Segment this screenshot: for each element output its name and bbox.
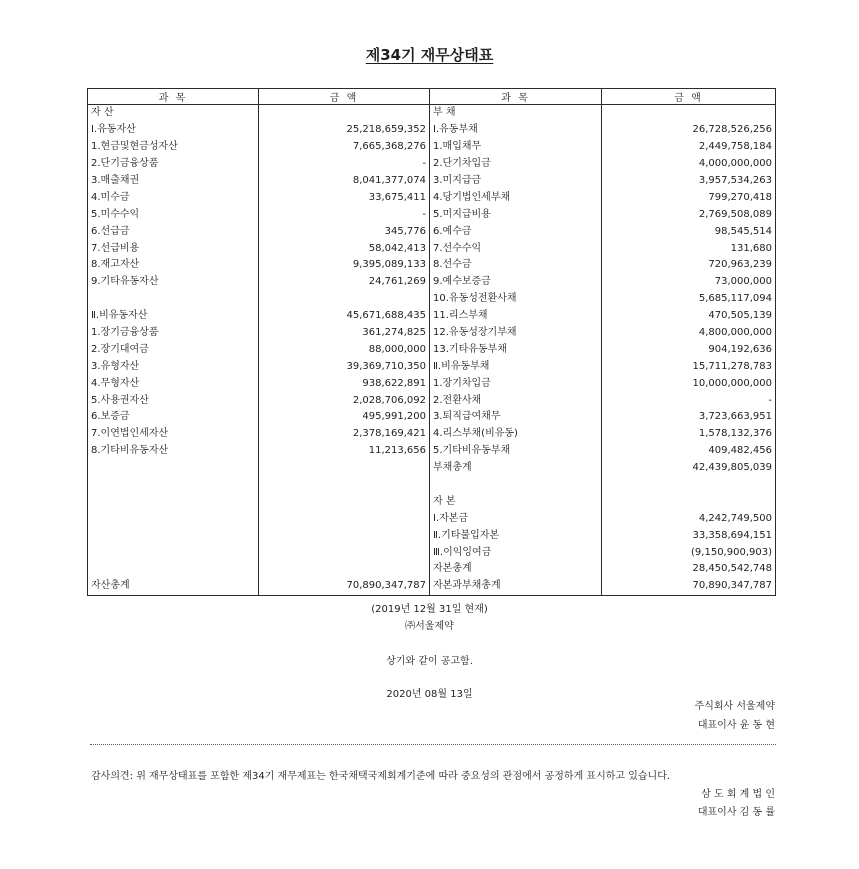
left-item-cell: Ⅰ.유동자산 <box>88 122 259 139</box>
right-amount-cell: 28,450,542,748 <box>602 561 776 578</box>
right-item-cell: Ⅰ.자본금 <box>430 510 602 527</box>
left-amount-cell: 33,675,411 <box>259 189 430 206</box>
right-item-cell: 부채총계 <box>430 460 602 477</box>
left-item-cell: 4.미수금 <box>88 189 259 206</box>
left-amount-cell: 25,218,659,352 <box>259 122 430 139</box>
left-amount-cell: 45,671,688,435 <box>259 308 430 325</box>
left-amount-cell: 70,890,347,787 <box>259 578 430 595</box>
left-amount-cell: 2,028,706,092 <box>259 392 430 409</box>
right-item-cell: 12.유동성장기부채 <box>430 325 602 342</box>
left-item-cell <box>88 510 259 527</box>
table-body <box>88 105 776 596</box>
right-amount-cell <box>602 477 776 494</box>
left-item-cell: 8.재고자산 <box>88 257 259 274</box>
divider <box>90 744 776 745</box>
document-title: 제34기 재무상태표 <box>365 46 494 64</box>
table-row <box>88 527 776 544</box>
left-item-cell: 5.미수수익 <box>88 206 259 223</box>
table-row <box>88 308 776 325</box>
table-row <box>88 561 776 578</box>
right-amount-cell: (9,150,900,903) <box>602 544 776 561</box>
right-amount-cell: 4,000,000,000 <box>602 156 776 173</box>
left-item-cell <box>88 527 259 544</box>
auditor-ceo: 대표이사 김 동 률 <box>697 807 775 818</box>
right-item-cell: 10.유동성전환사채 <box>430 291 602 308</box>
table-row <box>88 156 776 173</box>
left-amount-cell: 8,041,377,074 <box>259 173 430 190</box>
right-amount-cell: 4,800,000,000 <box>602 325 776 342</box>
table-row <box>88 139 776 156</box>
left-item-cell: 6.보증금 <box>88 409 259 426</box>
right-item-cell: 5.미지급비용 <box>430 206 602 223</box>
right-item-cell: 자 본 <box>430 493 602 510</box>
left-item-cell: 2.단기금융상품 <box>88 156 259 173</box>
left-item-cell: 9.기타유동자산 <box>88 274 259 291</box>
table-row <box>88 291 776 308</box>
table-row <box>88 544 776 561</box>
table-row <box>88 510 776 527</box>
left-item-cell: 6.선급금 <box>88 223 259 240</box>
left-amount-cell: 24,761,269 <box>259 274 430 291</box>
company-short-name: ㈜서울제약 <box>405 621 454 632</box>
right-item-cell: Ⅰ.유동부채 <box>430 122 602 139</box>
auditor-name: 삼 도 회 계 법 인 <box>701 789 775 800</box>
right-amount-cell: 2,449,758,184 <box>602 139 776 156</box>
right-item-cell: 3.미지급금 <box>430 173 602 190</box>
right-item-cell: 6.예수금 <box>430 223 602 240</box>
header-left-amount: 금 액 <box>259 89 430 105</box>
left-amount-cell <box>259 510 430 527</box>
left-amount-cell: 11,213,656 <box>259 443 430 460</box>
table-row <box>88 257 776 274</box>
left-amount-cell <box>259 493 430 510</box>
table-row <box>88 443 776 460</box>
right-amount-cell: 904,192,636 <box>602 341 776 358</box>
left-amount-cell <box>259 105 430 122</box>
left-amount-cell: 39,369,710,350 <box>259 358 430 375</box>
audit-opinion: 감사의견: 위 재무상태표를 포함한 제34기 재무제표는 한국채택국제회계기준에 따라 중요성의 관점에서 공정하게 표시하고 있습니다. <box>91 771 671 782</box>
right-item-cell: Ⅱ.비유동부채 <box>430 358 602 375</box>
left-item-cell <box>88 493 259 510</box>
table-row <box>88 375 776 392</box>
left-item-cell: 7.선급비용 <box>88 240 259 257</box>
table-row <box>88 173 776 190</box>
left-amount-cell <box>259 544 430 561</box>
right-amount-cell: - <box>602 392 776 409</box>
right-amount-cell: 720,963,239 <box>602 257 776 274</box>
left-item-cell: Ⅱ.비유동자산 <box>88 308 259 325</box>
left-amount-cell: 9,395,089,133 <box>259 257 430 274</box>
left-item-cell: 3.매출채권 <box>88 173 259 190</box>
right-item-cell: 7.선수수익 <box>430 240 602 257</box>
right-amount-cell: 409,482,456 <box>602 443 776 460</box>
header-right-item: 과 목 <box>430 89 602 105</box>
right-item-cell: 9.예수보증금 <box>430 274 602 291</box>
left-item-cell: 3.유형자산 <box>88 358 259 375</box>
left-item-cell <box>88 561 259 578</box>
right-item-cell: 자본과부채총계 <box>430 578 602 595</box>
right-amount-cell <box>602 493 776 510</box>
table-row <box>88 426 776 443</box>
header-right-amount: 금 액 <box>602 89 776 105</box>
table-row <box>88 240 776 257</box>
left-amount-cell: 495,991,200 <box>259 409 430 426</box>
left-amount-cell: 2,378,169,421 <box>259 426 430 443</box>
left-amount-cell <box>259 291 430 308</box>
table-row <box>88 460 776 477</box>
right-item-cell: 자본총계 <box>430 561 602 578</box>
right-item-cell: 2.전환사채 <box>430 392 602 409</box>
right-amount-cell: 3,723,663,951 <box>602 409 776 426</box>
right-amount-cell <box>602 105 776 122</box>
company-full-name: 주식회사 서울제약 <box>694 701 775 712</box>
table-row <box>88 223 776 240</box>
right-item-cell: 부 채 <box>430 105 602 122</box>
right-amount-cell: 2,769,508,089 <box>602 206 776 223</box>
right-amount-cell: 470,505,139 <box>602 308 776 325</box>
left-amount-cell: 88,000,000 <box>259 341 430 358</box>
table-row <box>88 578 776 595</box>
left-item-cell <box>88 460 259 477</box>
right-amount-cell: 15,711,278,783 <box>602 358 776 375</box>
notice-date: 2020년 08월 13일 <box>386 689 473 700</box>
left-item-cell: 자 산 <box>88 105 259 122</box>
right-amount-cell: 799,270,418 <box>602 189 776 206</box>
left-amount-cell: - <box>259 206 430 223</box>
notice-text: 상기와 같이 공고함. <box>386 656 473 667</box>
left-amount-cell: 58,042,413 <box>259 240 430 257</box>
left-item-cell: 8.기타비유동자산 <box>88 443 259 460</box>
table-row <box>88 493 776 510</box>
table-row <box>88 392 776 409</box>
right-amount-cell: 73,000,000 <box>602 274 776 291</box>
left-amount-cell <box>259 561 430 578</box>
right-item-cell: 2.단기차입금 <box>430 156 602 173</box>
table-row <box>88 122 776 139</box>
left-amount-cell <box>259 460 430 477</box>
left-amount-cell <box>259 527 430 544</box>
left-item-cell: 2.장기대여금 <box>88 341 259 358</box>
right-item-cell: 4.당기법인세부채 <box>430 189 602 206</box>
table-row <box>88 409 776 426</box>
table-row <box>88 325 776 342</box>
table-row <box>88 189 776 206</box>
right-item-cell: 11.리스부채 <box>430 308 602 325</box>
right-item-cell: Ⅲ.이익잉여금 <box>430 544 602 561</box>
right-item-cell: 13.기타유동부채 <box>430 341 602 358</box>
right-amount-cell: 10,000,000,000 <box>602 375 776 392</box>
left-item-cell: 1.현금및현금성자산 <box>88 139 259 156</box>
right-item-cell: 4.리스부채(비유동) <box>430 426 602 443</box>
right-amount-cell: 131,680 <box>602 240 776 257</box>
left-amount-cell: 361,274,825 <box>259 325 430 342</box>
right-item-cell: 5.기타비유동부채 <box>430 443 602 460</box>
right-amount-cell: 70,890,347,787 <box>602 578 776 595</box>
right-amount-cell: 26,728,526,256 <box>602 122 776 139</box>
right-item-cell: 1.장기차입금 <box>430 375 602 392</box>
table-row <box>88 105 776 122</box>
left-amount-cell <box>259 477 430 494</box>
left-amount-cell: - <box>259 156 430 173</box>
right-item-cell: 1.매입채무 <box>430 139 602 156</box>
balance-sheet-table <box>87 88 776 596</box>
table-row <box>88 341 776 358</box>
left-amount-cell: 938,622,891 <box>259 375 430 392</box>
right-amount-cell: 98,545,514 <box>602 223 776 240</box>
date-basis: (2019년 12월 31일 현재) <box>371 604 488 615</box>
table-header-row <box>88 89 776 105</box>
table-row <box>88 358 776 375</box>
right-item-cell: 3.퇴직급여채무 <box>430 409 602 426</box>
right-amount-cell: 42,439,805,039 <box>602 460 776 477</box>
left-item-cell <box>88 477 259 494</box>
left-amount-cell: 7,665,368,276 <box>259 139 430 156</box>
header-left-item: 과 목 <box>88 89 259 105</box>
table-row <box>88 274 776 291</box>
left-item-cell <box>88 544 259 561</box>
right-amount-cell: 33,358,694,151 <box>602 527 776 544</box>
right-amount-cell: 4,242,749,500 <box>602 510 776 527</box>
ceo-name: 대표이사 윤 동 현 <box>697 720 775 731</box>
left-item-cell: 자산총계 <box>88 578 259 595</box>
left-item-cell: 7.이연법인세자산 <box>88 426 259 443</box>
right-item-cell: Ⅱ.기타불입자본 <box>430 527 602 544</box>
left-item-cell <box>88 291 259 308</box>
right-item-cell <box>430 477 602 494</box>
right-amount-cell: 3,957,534,263 <box>602 173 776 190</box>
right-amount-cell: 1,578,132,376 <box>602 426 776 443</box>
right-amount-cell: 5,685,117,094 <box>602 291 776 308</box>
left-item-cell: 1.장기금융상품 <box>88 325 259 342</box>
left-item-cell: 4.무형자산 <box>88 375 259 392</box>
left-amount-cell: 345,776 <box>259 223 430 240</box>
table-row <box>88 206 776 223</box>
table-row <box>88 477 776 494</box>
right-item-cell: 8.선수금 <box>430 257 602 274</box>
left-item-cell: 5.사용권자산 <box>88 392 259 409</box>
